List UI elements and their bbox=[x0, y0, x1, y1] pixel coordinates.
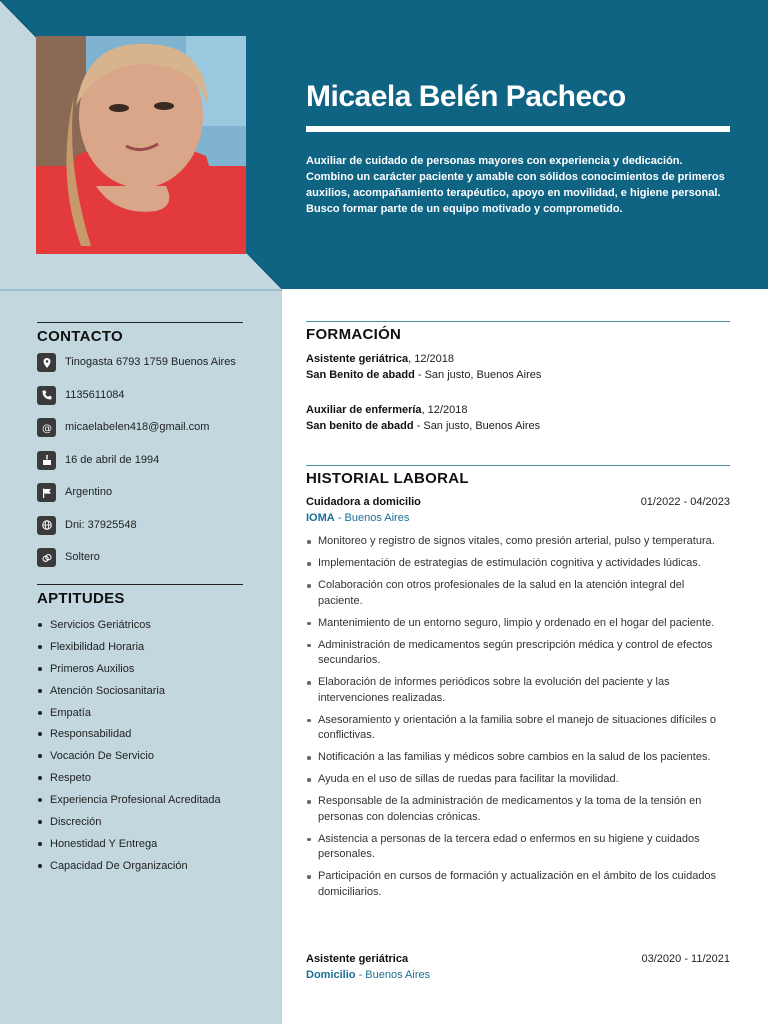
skill-item: Primeros Auxilios bbox=[37, 662, 243, 684]
education-item bbox=[306, 351, 730, 383]
duty-item: Asesoramiento y orientación a la familia sobre el manejo de situaciones difíciles o conflictivas. bbox=[306, 713, 730, 744]
duty-item: Administración de medicamentos según prescripción médica y control de efectos secundarios. bbox=[306, 638, 730, 669]
contact-address bbox=[37, 353, 243, 386]
job-role: Cuidadora a domicilio bbox=[306, 496, 421, 508]
work-history-title: HISTORIAL LABORAL bbox=[306, 465, 730, 487]
contact-email bbox=[37, 418, 243, 451]
contact-email-text[interactable]: micaelabelen418@gmail.com bbox=[65, 421, 210, 433]
skill-item: Honestidad Y Entrega bbox=[37, 837, 243, 859]
job-duties bbox=[306, 534, 730, 900]
email-icon bbox=[37, 418, 56, 437]
education-title: FORMACIÓN bbox=[306, 321, 730, 343]
globe-icon bbox=[37, 516, 56, 535]
skill-item: Discreción bbox=[37, 815, 243, 837]
skill-item: Responsabilidad bbox=[37, 727, 243, 749]
job-employer: IOMA bbox=[306, 512, 335, 524]
skills-list bbox=[37, 618, 243, 881]
phone-icon bbox=[37, 386, 56, 405]
job-entry bbox=[306, 951, 730, 983]
duty-item: Ayuda en el uso de sillas de ruedas para facilitar la movilidad. bbox=[306, 772, 730, 788]
education-location: - San justo, Buenos Aires bbox=[413, 420, 541, 432]
duty-item: Responsable de la administración de medicamentos y la toma de la tensión en personas con dolencias crónicas. bbox=[306, 794, 730, 825]
education-date: , 12/2018 bbox=[421, 404, 468, 416]
contact-birthdate-text: 16 de abril de 1994 bbox=[65, 453, 160, 466]
skill-item: Respeto bbox=[37, 771, 243, 793]
skill-item: Empatía bbox=[37, 706, 243, 728]
duty-item: Colaboración con otros profesionales de la salud en la atención integral del paciente. bbox=[306, 578, 730, 609]
profile-summary: Auxiliar de cuidado de personas mayores con experiencia y dedicación. Combino un carácter paciente y amable con sólidos conocimientos de primeros auxilios, acompañamiento terapéutico, apoyo en movilidad, e higiene personal. Busco formar parte de un equipo motivado y comprometido. bbox=[306, 155, 725, 215]
contact-title: CONTACTO bbox=[37, 322, 243, 345]
header-banner bbox=[282, 0, 768, 289]
rings-icon bbox=[37, 548, 56, 567]
skill-item: Atención Sociosanitaria bbox=[37, 684, 243, 706]
duty-item: Elaboración de informes periódicos sobre la evolución del paciente y las intervenciones realizadas. bbox=[306, 675, 730, 706]
contact-marital-status bbox=[37, 548, 243, 581]
job-dates: 03/2020 - 11/2021 bbox=[641, 953, 730, 965]
duty-item: Asistencia a personas de la tercera edad o enfermos en su higiene y cuidados personales. bbox=[306, 832, 730, 863]
skill-item: Flexibilidad Horaria bbox=[37, 640, 243, 662]
contact-phone bbox=[37, 386, 243, 419]
skills-section bbox=[37, 584, 243, 881]
education-school: San benito de abadd bbox=[306, 420, 414, 432]
name-underline bbox=[306, 126, 730, 132]
job-location: - Buenos Aires bbox=[334, 512, 410, 524]
duty-item: Participación en cursos de formación y actualización en el ámbito de los cuidados domiciliarios. bbox=[306, 869, 730, 900]
contact-phone-text: 1135611084 bbox=[65, 388, 125, 401]
contact-address-text: Tinogasta 6793 1759 Buenos Aires bbox=[65, 356, 236, 368]
job-entry bbox=[306, 494, 730, 900]
job-employer: Domicilio bbox=[306, 969, 356, 981]
duty-item: Notificación a las familias y médicos sobre cambios en la salud de los pacientes. bbox=[306, 750, 730, 766]
contact-nationality-text: Argentino bbox=[65, 486, 113, 498]
job-location: - Buenos Aires bbox=[355, 969, 431, 981]
education-location: - San justo, Buenos Aires bbox=[414, 369, 542, 381]
contact-list bbox=[37, 353, 243, 581]
birthday-cake-icon bbox=[37, 451, 56, 470]
contact-birthdate bbox=[37, 451, 243, 484]
education-date: , 12/2018 bbox=[408, 353, 454, 365]
duty-item: Implementación de estrategias de estimulación cognitiva y actividades lúdicas. bbox=[306, 556, 730, 572]
duty-item: Mantenimiento de un entorno seguro, limpio y ordenado en el hogar del paciente. bbox=[306, 616, 730, 632]
job-dates: 01/2022 - 04/2023 bbox=[640, 496, 730, 508]
skill-item: Servicios Geriátricos bbox=[37, 618, 243, 640]
education-degree: Asistente geriátrica bbox=[306, 353, 409, 365]
flag-icon bbox=[37, 483, 56, 502]
profile-photo bbox=[36, 36, 246, 254]
education-section bbox=[306, 321, 730, 434]
skills-title: APTITUDES bbox=[37, 584, 243, 607]
skill-item: Vocación De Servicio bbox=[37, 749, 243, 771]
skill-item: Experiencia Profesional Acreditada bbox=[37, 793, 243, 815]
job-role: Asistente geriátrica bbox=[306, 953, 409, 965]
header-divider bbox=[0, 289, 282, 291]
education-degree: Auxiliar de enfermería bbox=[306, 404, 422, 416]
candidate-name: Micaela Belén Pacheco bbox=[306, 80, 626, 113]
contact-marital-status-text: Soltero bbox=[65, 551, 100, 563]
contact-id bbox=[37, 516, 243, 549]
contact-nationality bbox=[37, 483, 243, 516]
contact-id-text: Dni: 37925548 bbox=[65, 518, 137, 531]
contact-section bbox=[37, 322, 243, 581]
duty-item: Monitoreo y registro de signos vitales, como presión arterial, pulso y temperatura. bbox=[306, 534, 730, 550]
skill-item: Capacidad De Organización bbox=[37, 859, 243, 881]
svg-text:@: @ bbox=[41, 423, 52, 434]
work-history-section bbox=[306, 465, 730, 907]
education-school: San Benito de abadd bbox=[306, 369, 415, 381]
education-item bbox=[306, 402, 730, 434]
location-pin-icon bbox=[37, 353, 56, 372]
